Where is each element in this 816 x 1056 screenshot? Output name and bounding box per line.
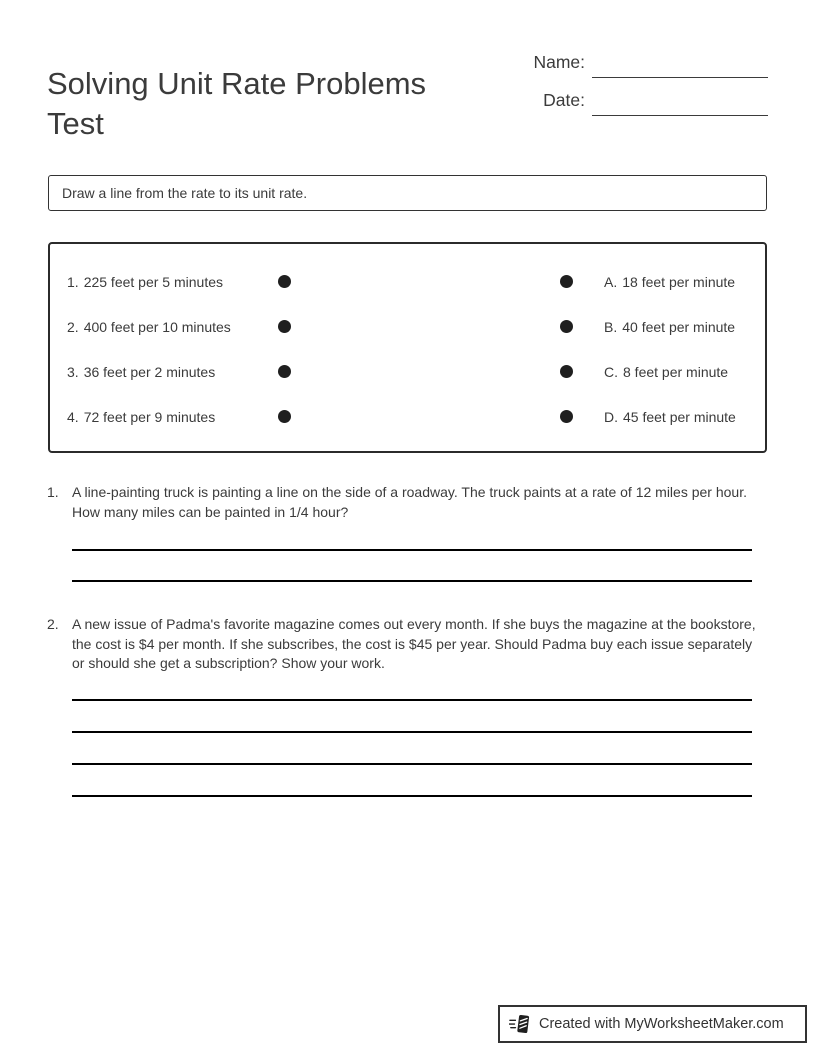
answer-write-line[interactable] <box>72 731 752 733</box>
matching-row <box>50 349 765 394</box>
matching-instruction-box <box>48 175 767 211</box>
unit-rate-item <box>604 409 736 425</box>
answer-write-line[interactable] <box>72 699 752 701</box>
matching-row <box>50 259 765 304</box>
rate-item <box>67 409 278 425</box>
answer-write-line[interactable] <box>72 580 752 582</box>
credit-badge <box>498 1005 807 1043</box>
question-text: A new issue of Padma's favorite magazine comes out every month. If she buys the magazine at the bookstore, the cost is $4 per month. If she subscribes, the cost is $45 per year. Should Padma buy each issue separately or should she get a subscription? Show your work. <box>72 616 756 671</box>
unit-rate-letter: D. <box>604 408 618 425</box>
unit-rate-letter: B. <box>604 318 618 335</box>
date-label: Date: <box>543 90 585 110</box>
match-dot-right-a[interactable] <box>560 275 573 288</box>
matching-section <box>48 242 767 453</box>
rate-item-number: 1. <box>67 273 79 290</box>
rate-item-text: 400 feet per 10 minutes <box>83 318 231 335</box>
unit-rate-text: 8 feet per minute <box>623 363 729 380</box>
match-dot-left-1[interactable] <box>278 275 291 288</box>
question-2 <box>47 615 763 674</box>
match-dot-right-d[interactable] <box>560 410 573 423</box>
unit-rate-item <box>604 274 735 290</box>
credit-text: Created with MyWorksheetMaker.com <box>539 1016 784 1032</box>
match-dot-right-c[interactable] <box>560 365 573 378</box>
rate-item <box>67 319 278 335</box>
rate-item-number: 3. <box>67 363 79 380</box>
matching-instruction-text: Draw a line from the rate to its unit rate. <box>62 185 308 201</box>
unit-rate-letter: A. <box>604 273 618 290</box>
name-date-block <box>508 48 768 124</box>
question-1 <box>47 483 763 522</box>
rate-item <box>67 364 278 380</box>
name-label: Name: <box>533 52 585 72</box>
rate-item-number: 4. <box>67 408 79 425</box>
unit-rate-item <box>604 319 735 335</box>
answer-write-line[interactable] <box>72 549 752 551</box>
rate-item-number: 2. <box>67 318 79 335</box>
unit-rate-item <box>604 364 728 380</box>
unit-rate-text: 40 feet per minute <box>622 318 736 335</box>
question-number: 2. <box>47 616 59 632</box>
answer-write-line[interactable] <box>72 795 752 797</box>
rate-item <box>67 274 278 290</box>
question-number: 1. <box>47 484 59 500</box>
rate-item-text: 36 feet per 2 minutes <box>83 363 216 380</box>
name-write-line[interactable] <box>592 77 768 78</box>
match-dot-right-b[interactable] <box>560 320 573 333</box>
unit-rate-text: 45 feet per minute <box>623 408 736 425</box>
unit-rate-text: 18 feet per minute <box>622 273 736 290</box>
matching-row <box>50 304 765 349</box>
matching-row <box>50 394 765 439</box>
match-dot-left-2[interactable] <box>278 320 291 333</box>
match-dot-left-4[interactable] <box>278 410 291 423</box>
rate-item-text: 225 feet per 5 minutes <box>83 273 223 290</box>
match-dot-left-3[interactable] <box>278 365 291 378</box>
unit-rate-letter: C. <box>604 363 618 380</box>
question-text: A line-painting truck is painting a line on the side of a roadway. The truck paints at a rate of 12 miles per hour. How many miles can be painted in 1/4 hour? <box>72 484 747 520</box>
rate-item-text: 72 feet per 9 minutes <box>83 408 216 425</box>
answer-write-line[interactable] <box>72 763 752 765</box>
flying-worksheet-icon <box>509 1013 531 1035</box>
date-write-line[interactable] <box>592 115 768 116</box>
page-title: Solving Unit Rate Problems Test <box>47 65 427 141</box>
